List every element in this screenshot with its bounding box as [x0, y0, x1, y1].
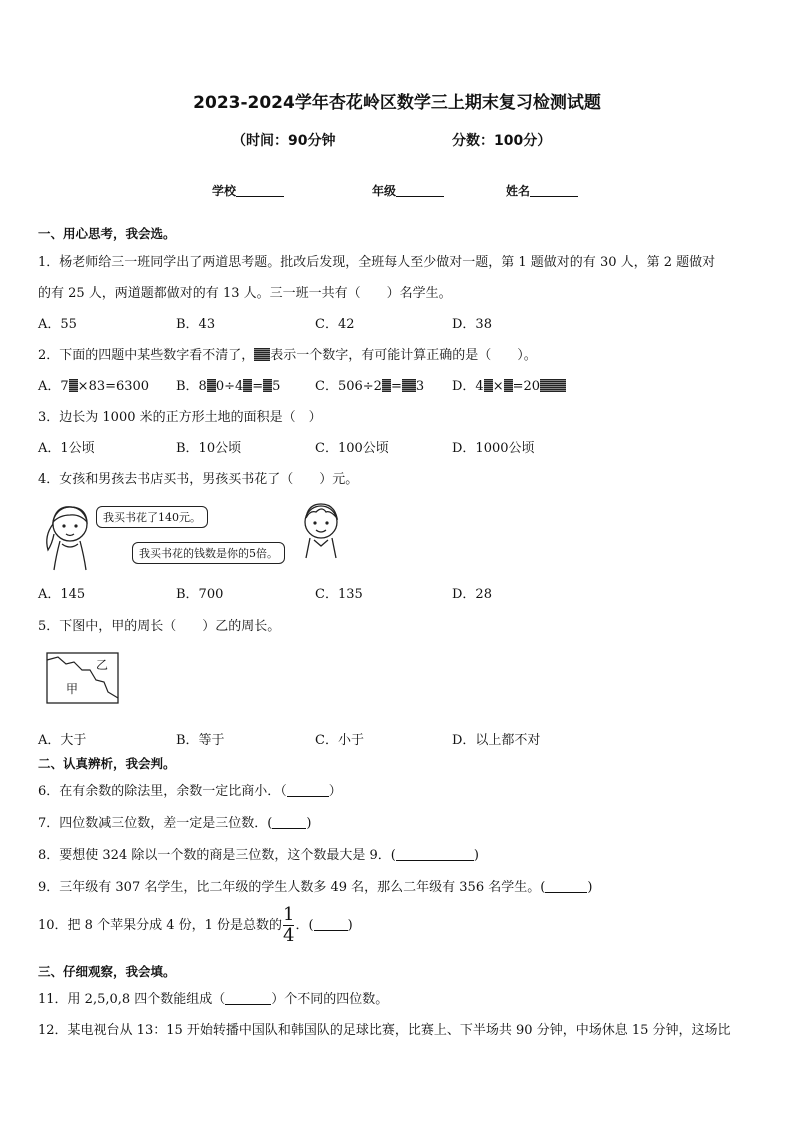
q11-text — [38, 988, 388, 1007]
blur-symbol-icon — [504, 379, 513, 392]
q8-close: ) — [473, 848, 479, 863]
q2-b-part1: B．8 — [176, 379, 207, 394]
school-field[interactable] — [212, 182, 284, 199]
q6-answer-blank[interactable] — [287, 784, 329, 797]
blur-symbol-icon — [69, 379, 78, 392]
blur-symbol-icon — [207, 379, 216, 392]
blur-symbol-icon — [263, 379, 272, 392]
q10-close: ) — [347, 918, 353, 933]
perimeter-figure-icon — [46, 652, 120, 706]
q4-text: 4．女孩和男孩去书店买书，男孩买书花了（ ）元。 — [38, 472, 359, 487]
q10-post: ．( — [295, 918, 314, 933]
q2-text — [38, 344, 537, 363]
q12-text: 12．某电视台从 13：15 开始转播中国队和韩国队的足球比赛，比赛上、下半场共 90 分钟，中场休息 15 分钟，这场比 — [38, 1023, 731, 1038]
q2-option-d[interactable] — [452, 375, 566, 394]
q5-option-c[interactable]: C．小于 — [315, 733, 364, 748]
blur-symbol-icon — [402, 379, 416, 392]
q8-answer-blank[interactable] — [396, 848, 474, 861]
q2-b-part2: 0÷4 — [215, 379, 244, 394]
grade-field[interactable] — [372, 182, 444, 199]
q6-body: 6．在有余数的除法里，余数一定比商小．（ — [38, 784, 287, 799]
q4-option-d[interactable]: D．28 — [452, 587, 492, 602]
q1-line2: 的有 25 人，两道题都做对的有 13 人。三一班一共有（ ）名学生。 — [38, 286, 452, 301]
q2-d-part2: × — [492, 379, 504, 394]
q5-option-b[interactable]: B．等于 — [176, 733, 225, 748]
q9-close: ) — [587, 880, 593, 895]
school-blank[interactable] — [236, 184, 284, 197]
q2-c-part3: 3 — [415, 379, 425, 394]
q7-answer-blank[interactable] — [272, 816, 306, 829]
exam-time: （时间：90分钟 — [232, 133, 336, 149]
section-1-heading: 一、用心思考，我会选。 — [38, 226, 176, 241]
name-blank[interactable] — [530, 184, 578, 197]
q1-option-c[interactable]: C．42 — [315, 317, 355, 332]
blur-symbol-icon — [484, 379, 493, 392]
q2-b-part3: = — [252, 379, 264, 394]
fraction-one-quarter — [283, 906, 294, 945]
grade-label: 年级 — [372, 184, 397, 198]
q7-body: 7．四位数减三位数，差一定是三位数．( — [38, 816, 273, 831]
q2-c-part2: = — [390, 379, 402, 394]
exam-score: 分数：100分） — [452, 133, 552, 149]
blur-symbol-icon — [254, 348, 270, 361]
page-title: 2023-2024学年杏花岭区数学三上期末复习检测试题 — [193, 93, 601, 113]
q11-answer-blank[interactable] — [225, 992, 271, 1005]
boy-speech-bubble: 我买书花的钱数是你的5倍。 — [132, 542, 285, 564]
girl-speech-bubble: 我买书花了140元。 — [96, 506, 208, 528]
q3-option-b[interactable]: B．10公顷 — [176, 441, 242, 456]
q3-option-c[interactable]: C．100公顷 — [315, 441, 389, 456]
q5-option-d[interactable]: D．以上都不对 — [452, 733, 541, 748]
section-3-heading: 三、仔细观察，我会填。 — [38, 964, 176, 979]
q2-pre: 2．下面的四题中某些数字看不清了， — [38, 348, 255, 363]
school-label: 学校 — [212, 184, 237, 198]
blur-symbol-icon — [243, 379, 252, 392]
q8-text — [38, 844, 479, 863]
q6-text — [38, 780, 342, 799]
boy-icon — [296, 498, 346, 568]
q2-option-c[interactable] — [315, 375, 424, 394]
blur-symbol-icon — [540, 379, 566, 392]
q10-answer-blank[interactable] — [314, 918, 348, 931]
q9-text — [38, 876, 592, 895]
q7-text — [38, 812, 311, 831]
q4-illustration — [40, 498, 340, 574]
name-label: 姓名 — [506, 184, 531, 198]
label-yi: 乙 — [96, 658, 109, 672]
q4-option-b[interactable]: B．700 — [176, 587, 224, 602]
q5-figure — [46, 652, 120, 706]
fraction-numerator: 1 — [283, 904, 295, 925]
q2-a-part2: ×83=6300 — [77, 379, 150, 394]
girl-icon — [40, 500, 102, 572]
q5-text: 5．下图中，甲的周长（ ）乙的周长。 — [38, 619, 281, 634]
q3-text: 3．边长为 1000 米的正方形土地的面积是（ ） — [38, 410, 322, 425]
q2-c-part1: C．506÷2 — [315, 379, 382, 394]
q2-post: 表示一个数字，有可能计算正确的是（ ）。 — [270, 348, 537, 363]
q2-a-part1: A．7 — [38, 379, 69, 394]
q1-option-a[interactable]: A．55 — [38, 317, 77, 332]
grade-blank[interactable] — [396, 184, 444, 197]
q4-option-a[interactable]: A．145 — [38, 587, 86, 602]
q10-text — [38, 906, 353, 945]
fraction-denominator: 4 — [283, 925, 295, 946]
q6-close: ） — [328, 784, 342, 799]
blur-symbol-icon — [382, 379, 391, 392]
q9-answer-blank[interactable] — [545, 880, 587, 893]
q3-option-a[interactable]: A．1公顷 — [38, 441, 95, 456]
q2-d-part3: =20 — [512, 379, 541, 394]
q1-line1: 1．杨老师给三一班同学出了两道思考题。批改后发现，全班每人至少做对一题，第 1 题做对的有 30 人，第 2 题做对 — [38, 255, 716, 270]
q7-close: ) — [306, 816, 312, 831]
q1-option-d[interactable]: D．38 — [452, 317, 492, 332]
q2-option-a[interactable] — [38, 375, 149, 394]
q10-pre: 10．把 8 个苹果分成 4 份，1 份是总数的 — [38, 918, 283, 933]
q1-option-b[interactable]: B．43 — [176, 317, 216, 332]
q2-option-b[interactable] — [176, 375, 280, 394]
q11-pre: 11．用 2,5,0,8 四个数能组成（ — [38, 992, 226, 1007]
label-jia: 甲 — [66, 682, 79, 696]
q4-option-c[interactable]: C．135 — [315, 587, 363, 602]
q11-post: ）个不同的四位数。 — [271, 992, 389, 1007]
section-2-heading: 二、认真辨析，我会判。 — [38, 756, 176, 771]
q8-body: 8．要想使 324 除以一个数的商是三位数，这个数最大是 9．( — [38, 848, 396, 863]
q3-option-d[interactable]: D．1000公顷 — [452, 441, 535, 456]
q2-d-part1: D．4 — [452, 379, 484, 394]
q2-b-part4: 5 — [272, 379, 281, 394]
q5-option-a[interactable]: A．大于 — [38, 733, 87, 748]
q9-body: 9．三年级有 307 名学生，比二年级的学生人数多 49 名，那么二年级有 356 名学生。( — [38, 880, 546, 895]
name-field[interactable] — [506, 182, 578, 199]
